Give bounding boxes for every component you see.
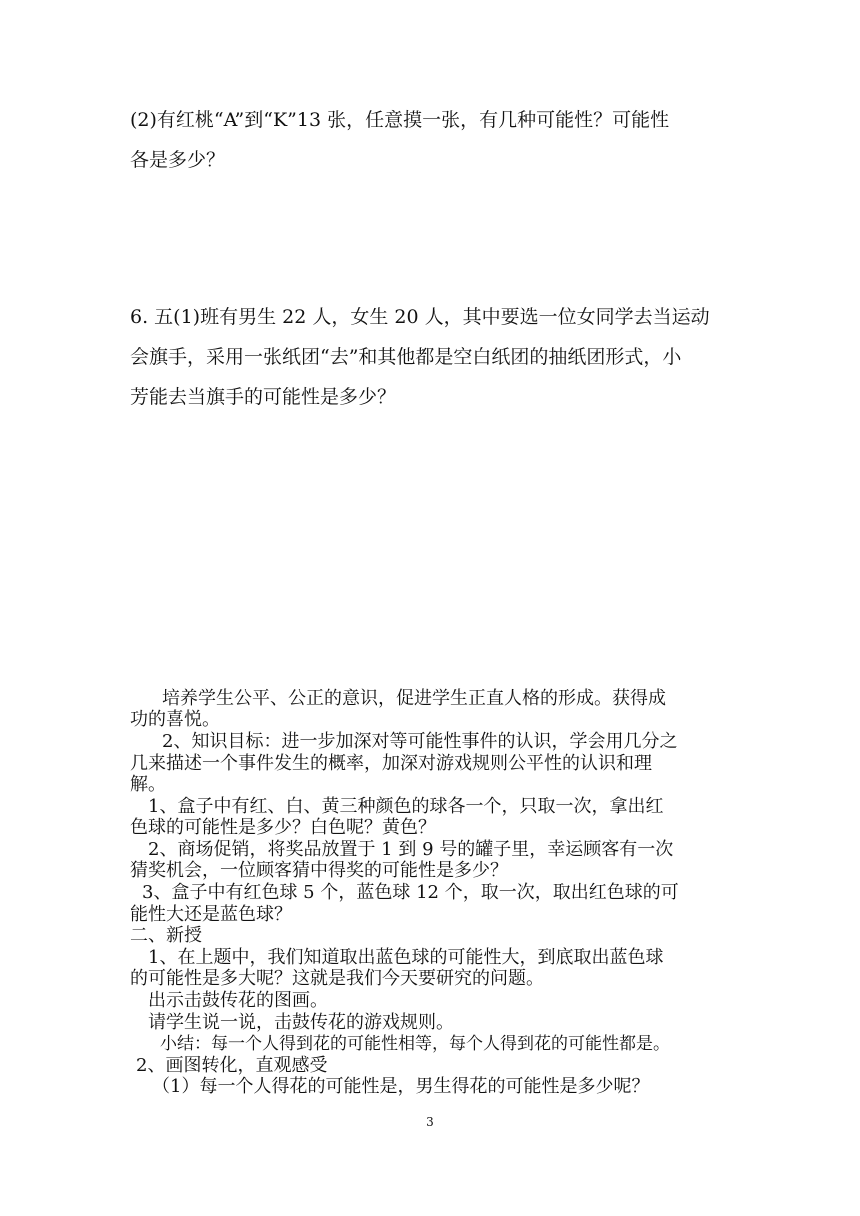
- question-2-line-2: 各是多少？: [130, 149, 226, 171]
- lesson-line: 能性大还是蓝色球？: [130, 904, 292, 925]
- lesson-line: 几来描述一个事件发生的概率，加深对游戏规则公平性的认识和理: [130, 753, 652, 774]
- page-number: 3: [426, 1115, 434, 1129]
- lesson-line: 色球的可能性是多少？白色呢？黄色？: [130, 817, 436, 838]
- question-6-line-2: 会旗手，采用一张纸团“去”和其他都是空白纸团的抽纸团形式，小: [130, 346, 682, 368]
- lesson-line: 的可能性是多大呢？这就是我们今天要研究的问题。: [130, 968, 544, 989]
- question-6-line-1: 6. 五(1)班有男生 22 人，女生 20 人，其中要选一位女同学去当运动: [130, 306, 710, 328]
- lesson-line: 3、盒子中有红色球 5 个，蓝色球 12 个，取一次，取出红色球的可: [142, 882, 679, 903]
- lesson-line: 2、商场促销，将奖品放置于 1 到 9 号的罐子里，幸运顾客有一次: [148, 839, 674, 860]
- lesson-line: （1）每一个人得花的可能性是，男生得花的可能性是多少呢？: [152, 1076, 650, 1097]
- lesson-line: 出示击鼓传花的图画。: [148, 990, 328, 1011]
- question-6-line-3: 芳能去当旗手的可能性是多少？: [130, 386, 397, 408]
- lesson-line: 培养学生公平、公正的意识，促进学生正直人格的形成。获得成: [162, 688, 666, 709]
- lesson-line: 小结：每一个人得到花的可能性相等，每个人得到花的可能性都是。: [160, 1034, 670, 1054]
- lesson-line: 功的喜悦。: [130, 709, 220, 730]
- lesson-line: 2、画图转化，直观感受: [136, 1055, 328, 1076]
- lesson-line: 猜奖机会，一位顾客猜中得奖的可能性是多少？: [130, 860, 508, 881]
- lesson-line: 解。: [130, 774, 166, 795]
- lesson-line: 请学生说一说，击鼓传花的游戏规则。: [148, 1012, 454, 1033]
- lesson-line: 1、在上题中，我们知道取出蓝色球的可能性大，到底取出蓝色球: [148, 947, 664, 968]
- lesson-line: 2、知识目标：进一步加深对等可能性事件的认识，学会用几分之: [162, 731, 678, 752]
- lesson-line: 1、盒子中有红、白、黄三种颜色的球各一个，只取一次，拿出红: [148, 796, 664, 817]
- question-2-line-1: (2)有红桃“A”到“K”13 张，任意摸一张，有几种可能性？可能性: [130, 109, 670, 131]
- lesson-line: 二、新授: [130, 925, 202, 946]
